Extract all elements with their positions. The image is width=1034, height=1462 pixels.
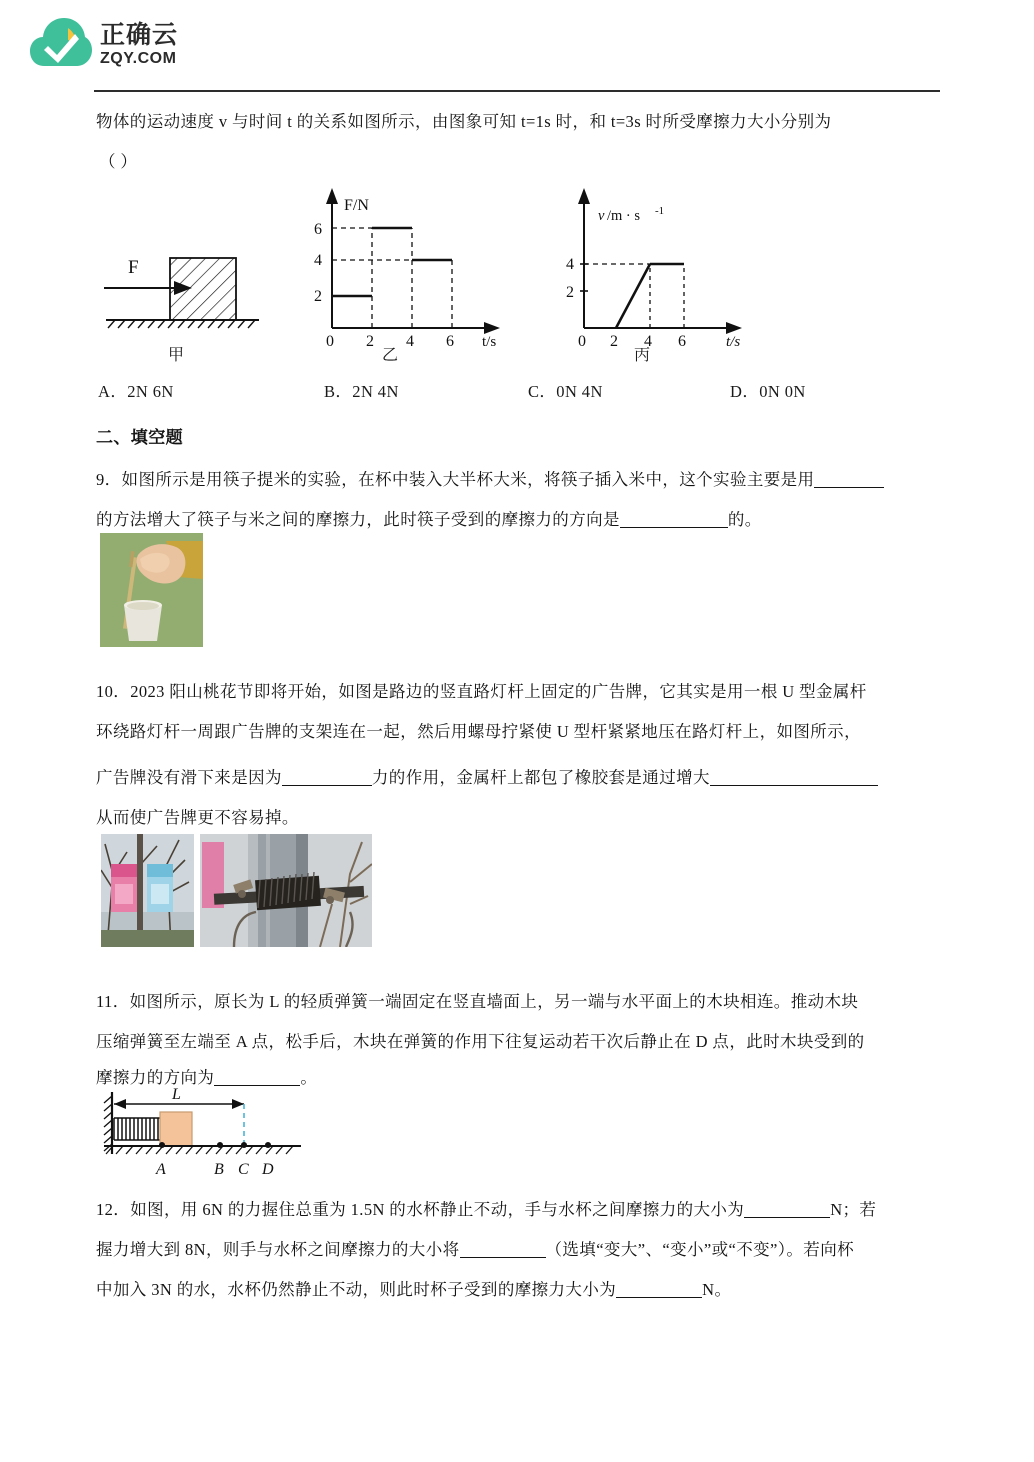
q9-blank-2[interactable] xyxy=(620,527,728,528)
brand-name-cn: 正确云 xyxy=(100,21,179,49)
q10-line1: 10．2023 阳山桃花节即将开始，如图是路边的竖直路灯杆上固定的广告牌，它其实是用一根 U 型金属杆 xyxy=(96,682,867,701)
q8-choice-c[interactable]: C．0N 4N xyxy=(528,382,603,401)
q8-stem-line1: 物体的运动速度 v 与时间 t 的关系如图所示，由图象可知 t=1s 时，和 t=3s 时所受摩擦力大小分别为 xyxy=(96,112,832,131)
q10-line3-text-a: 广告牌没有滑下来是因为 xyxy=(96,768,282,787)
q11-blank-1[interactable] xyxy=(214,1085,300,1086)
q12-line3-tail: N。 xyxy=(702,1280,732,1299)
svg-text:2: 2 xyxy=(610,333,618,346)
svg-text:B: B xyxy=(214,1161,224,1178)
svg-text:F: F xyxy=(128,257,139,278)
svg-text:6: 6 xyxy=(678,333,686,346)
q10-line2: 环绕路灯杆一周跟广告牌的支架连在一起，然后用螺母拧紧使 U 型杆紧紧地压在路灯杆上，如图所示， xyxy=(96,722,861,741)
q12-line3 xyxy=(96,1270,731,1310)
figure-yi-caption: 乙 xyxy=(382,347,399,364)
brand-wordmark xyxy=(100,23,178,67)
figure-spring-block xyxy=(96,1088,316,1180)
figure-yi-chart xyxy=(306,186,526,346)
svg-text:2: 2 xyxy=(366,333,374,346)
q12-blank-2[interactable] xyxy=(460,1257,546,1258)
svg-text:t/s: t/s xyxy=(482,334,497,346)
q10-blank-1[interactable] xyxy=(282,785,372,786)
svg-text:F/N: F/N xyxy=(344,197,369,214)
svg-text:v: v xyxy=(598,208,605,224)
svg-text:L: L xyxy=(172,1088,181,1103)
q9-line2-tail: 的。 xyxy=(727,510,762,529)
q12-line1-tail: N；若 xyxy=(830,1200,877,1219)
q10-line3 xyxy=(96,758,878,798)
svg-text:D: D xyxy=(262,1161,274,1178)
svg-text:4: 4 xyxy=(406,333,414,346)
svg-text:4: 4 xyxy=(314,252,322,269)
brand-name-en: ZQY.COM xyxy=(100,50,177,67)
svg-text:0: 0 xyxy=(326,333,334,346)
svg-text:-1: -1 xyxy=(655,205,665,217)
svg-text:/m · s: /m · s xyxy=(607,208,641,224)
q12-line1 xyxy=(96,1190,876,1230)
svg-text:2: 2 xyxy=(566,284,574,301)
q11-line1: 11．如图所示，原长为 L 的轻质弹簧一端固定在竖直墙面上，另一端与水平面上的木块相连。推动木块 xyxy=(96,992,859,1011)
q12-line2-tail: （选填“变大”、“变小”或“不变”）。若向杯 xyxy=(545,1240,854,1259)
figure-bing-chart xyxy=(558,186,778,346)
q11-line2: 压缩弹簧至左端至 A 点，松手后，木块在弹簧的作用下往复运动若干次后静止在 D 点，此时木块受到的 xyxy=(96,1032,865,1051)
header-divider xyxy=(94,90,940,92)
page-header xyxy=(0,0,1034,92)
section-title-fill-in-blank: 二、填空题 xyxy=(96,428,183,447)
figure-jia xyxy=(96,240,336,340)
q8-figures xyxy=(0,178,1034,368)
q10-blank-2[interactable] xyxy=(710,785,878,786)
svg-text:6: 6 xyxy=(314,221,322,238)
q12-blank-1[interactable] xyxy=(744,1217,830,1218)
q12-line2 xyxy=(96,1230,854,1270)
svg-text:6: 6 xyxy=(446,333,454,346)
roadside-banner-photo xyxy=(101,834,194,947)
figure-jia-caption: 甲 xyxy=(168,347,185,364)
q9-line1-text: 9．如图所示是用筷子提米的实验，在杯中装入大半杯大米，将筷子插入米中，这个实验主要是用 xyxy=(96,470,815,489)
q11-line3-text: 摩擦力的方向为 xyxy=(96,1068,215,1087)
brand-logo xyxy=(30,16,178,74)
chopstick-rice-experiment-photo xyxy=(100,533,203,647)
q12-blank-3[interactable] xyxy=(616,1297,702,1298)
q8-choice-a[interactable]: A．2N 6N xyxy=(98,382,174,401)
q11-line3-tail: 。 xyxy=(300,1068,318,1087)
svg-text:4: 4 xyxy=(566,256,574,273)
q8-stem-line2: （ ） xyxy=(99,152,138,171)
svg-text:2: 2 xyxy=(314,288,322,305)
q8-choice-d[interactable]: D．0N 0N xyxy=(730,382,806,401)
cloud-check-icon xyxy=(30,16,92,74)
q10-line3-text-b: 力的作用，金属杆上都包了橡胶套是通过增大 xyxy=(371,768,710,787)
q12-line1-text: 12．如图，用 6N 的力握住总重为 1.5N 的水杯静止不动，手与水杯之间摩擦力的大小为 xyxy=(96,1200,745,1219)
q9-blank-1[interactable] xyxy=(814,487,884,488)
q9-line1 xyxy=(96,460,884,500)
q12-line3-text: 中加入 3N 的水，水杯仍然静止不动，则此时杯子受到的摩擦力大小为 xyxy=(96,1280,617,1299)
q10-line4: 从而使广告牌更不容易掉。 xyxy=(96,808,299,827)
svg-text:A: A xyxy=(156,1161,166,1178)
svg-text:C: C xyxy=(238,1161,249,1178)
svg-text:t/s: t/s xyxy=(726,334,741,346)
q8-choice-b[interactable]: B．2N 4N xyxy=(324,382,399,401)
svg-text:4: 4 xyxy=(644,333,652,346)
svg-text:0: 0 xyxy=(578,333,586,346)
q9-line2-text: 的方法增大了筷子与米之间的摩擦力，此时筷子受到的摩擦力的方向是 xyxy=(96,510,620,529)
figure-bing-caption: 丙 xyxy=(634,347,651,364)
q12-line2-text: 握力增大到 8N，则手与水杯之间摩擦力的大小将 xyxy=(96,1240,460,1259)
u-bolt-clamp-on-pole-photo xyxy=(200,834,372,947)
